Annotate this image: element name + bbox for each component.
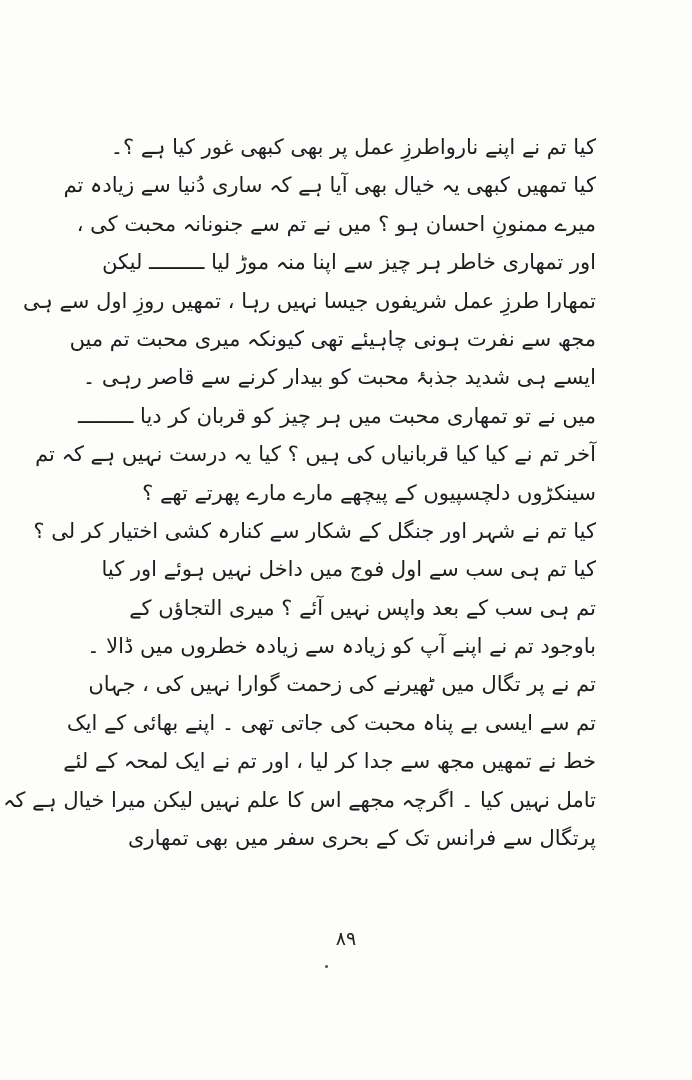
text-line: آخر تم نے کیا کیا قربانیاں کی ہیں ؟ کیا یہ درست نہیں ہے کہ تم: [35, 442, 596, 467]
page-number: ۸۹: [335, 928, 357, 950]
text-line: تمھارا طرزِ عمل شریفوں جیسا نہیں رہا ، تمھیں روزِ اول سے ہی: [23, 288, 596, 313]
text-line: تامل نہیں کیا ۔ اگرچہ مجھے اس کا علم نہیں لیکن میرا خیال ہے کہ: [3, 787, 596, 812]
body-text: [3, 128, 596, 857]
text-line: تم ہی سب کے بعد واپس نہیں آئے ؟ میری التجاؤں کے: [129, 595, 596, 620]
text-line: تم نے پر تگال میں ٹھیرنے کی زحمت گوارا نہیں کی ، جہاں: [88, 672, 596, 697]
text-line: کیا تمھیں کبھی یہ خیال بھی آیا ہے کہ ساری دُنیا سے زیادہ تم: [63, 173, 596, 198]
text-line: باوجود تم نے اپنے آپ کو زیادہ سے زیادہ خطروں میں ڈالا ۔: [87, 634, 596, 659]
text-line: تم سے ایسی بے پناہ محبت کی جاتی تھی ۔ اپنے بھائی کے ایک: [66, 710, 596, 735]
text-line: کیا تم ہی سب سے اول فوج میں داخل نہیں ہوئے اور کیا: [101, 557, 596, 582]
text-line: میرے ممنونِ احسان ہو ؟ میں نے تم سے جنونانہ محبت کی ،: [76, 211, 596, 236]
text-line: پرتگال سے فرانس تک کے بحری سفر میں بھی تمھاری: [128, 826, 596, 851]
text-line: کیا تم نے شہر اور جنگل کے شکار سے کنارہ کشی اختیار کر لی ؟: [33, 518, 596, 543]
page-mark-dot: [325, 965, 328, 968]
text-line: اور تمھاری خاطر ہر چیز سے اپنا منہ موڑ لیا ـــــــــ لیکن: [102, 250, 596, 275]
text-line: خط نے تمھیں مجھ سے جدا کر لیا ، اور تم نے ایک لمحہ کے لئے: [63, 749, 596, 774]
text-line: کیا تم نے اپنے نارواطرزِ عمل پر بھی کبھی غور کیا ہے ؟۔: [110, 135, 596, 159]
text-line: ایسے ہی شدید جذبۂ محبت کو بیدار کرنے سے قاصر رہی ۔: [82, 365, 596, 390]
text-line: میں نے تو تمھاری محبت میں ہر چیز کو قربان کر دیا ـــــــــ: [78, 403, 596, 428]
text-line: سینکڑوں دلچسپیوں کے پیچھے مارے مارے پھرتے تھے ؟: [142, 480, 596, 505]
text-line: مجھ سے نفرت ہونی چاہیئے تھی کیونکہ میری محبت تم میں: [69, 326, 596, 351]
